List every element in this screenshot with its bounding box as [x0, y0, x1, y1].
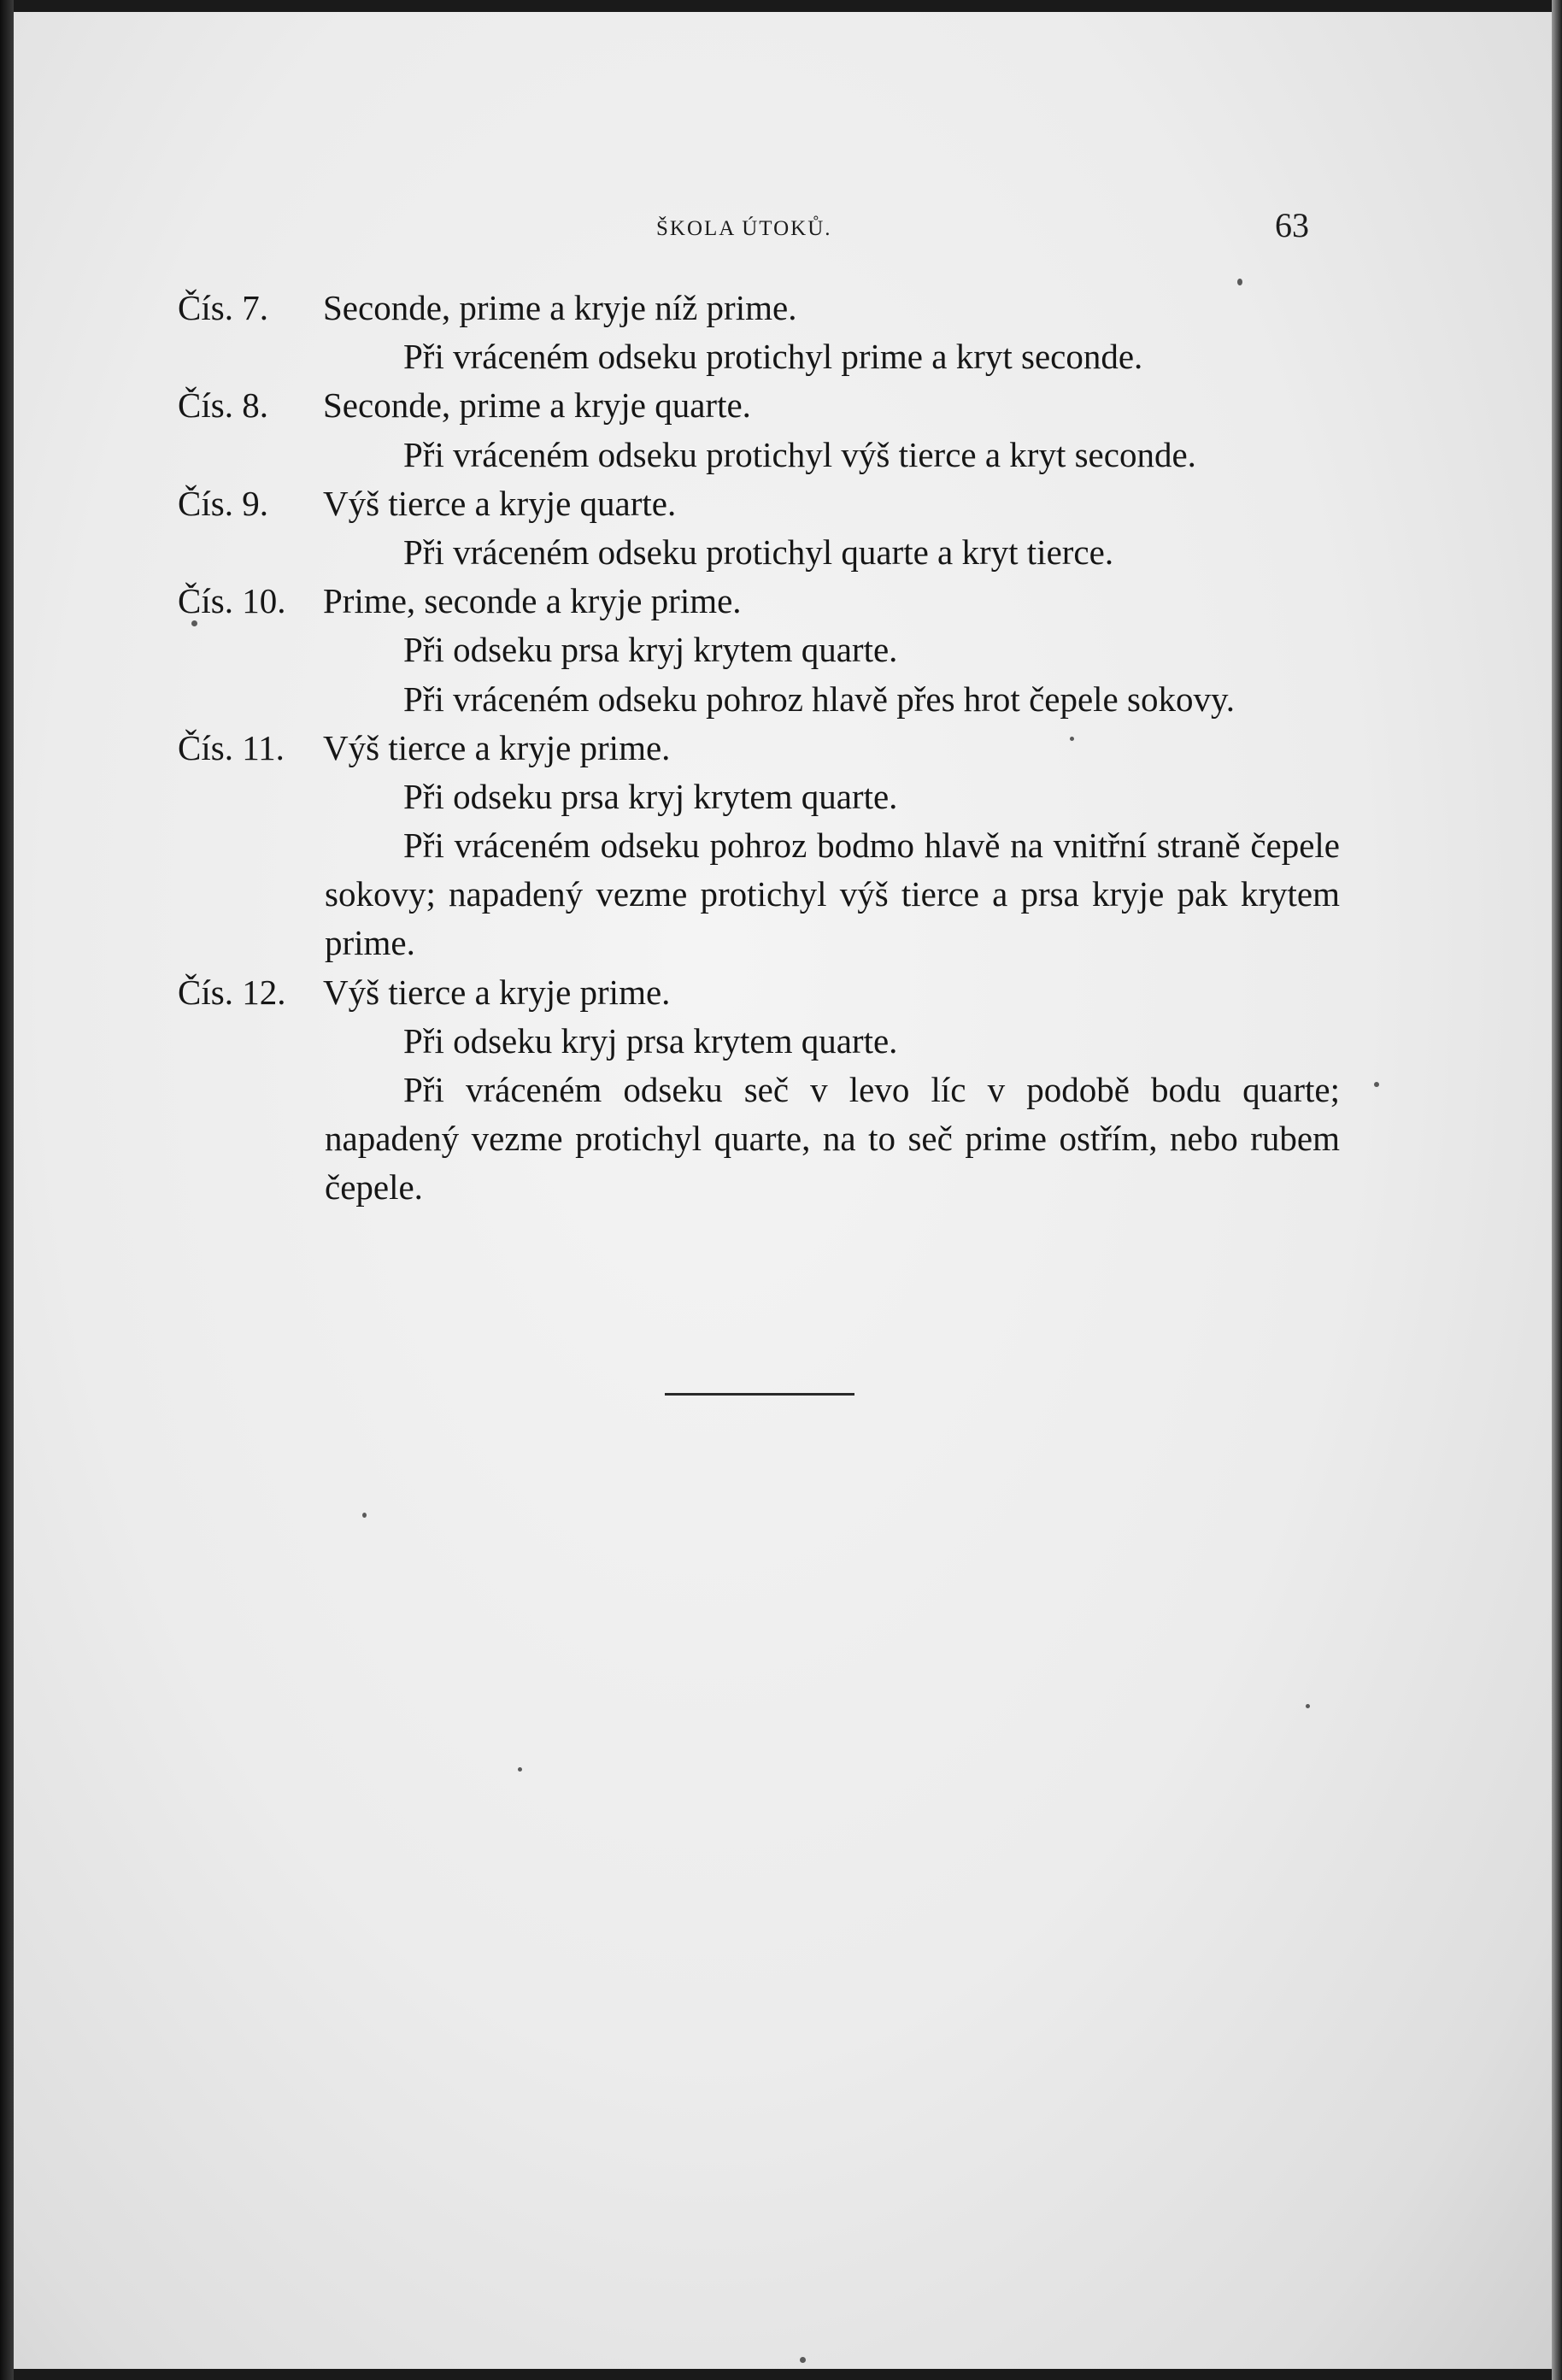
scan-speck — [191, 620, 197, 626]
entry-title: Seconde, prime a kryje quarte. — [323, 385, 751, 426]
entry-10-heading — [178, 577, 1340, 626]
entry-number: Čís. 7. — [178, 288, 268, 327]
entry-9-heading — [178, 479, 1340, 528]
entry-7-heading — [178, 284, 1340, 332]
scan-left-edge — [0, 0, 14, 2380]
entry-number: Čís. 9. — [178, 483, 268, 523]
scan-speck — [362, 1513, 367, 1518]
entry-8-line-1: Při vráceném odseku protichyl výš tierce a kryt seconde. — [403, 434, 1196, 474]
entry-12-heading — [178, 968, 1340, 1017]
entry-12-line-1: Při odseku kryj prsa krytem quarte. — [403, 1020, 898, 1061]
entry-title: Výš tierce a kryje prime. — [323, 972, 671, 1012]
scan-speck — [1374, 1082, 1379, 1087]
entry-number: Čís. 12. — [178, 972, 286, 1012]
entry-title: Výš tierce a kryje prime. — [323, 727, 671, 767]
section-end-rule — [665, 1393, 854, 1396]
entry-7-line-1: Při vráceném odseku protichyl prime a kryt seconde. — [403, 337, 1143, 377]
book-page — [14, 12, 1552, 2369]
entry-9-line-1: Při vráceném odseku protichyl quarte a kryt tierce. — [403, 532, 1114, 572]
entry-number: Čís. 11. — [178, 727, 285, 767]
entry-title: Výš tierce a kryje quarte. — [323, 483, 677, 523]
scan-speck — [1237, 279, 1242, 285]
entry-10-line-1: Při odseku prsa kryj krytem quarte. — [403, 630, 898, 670]
page-number: 63 — [1275, 206, 1309, 244]
entry-11-paragraph: Při vráceném odseku pohroz bodmo hlavě na vnitřní straně čepele sokovy; napadený vezme protichyl výš tierce a prsa kryje pak krytem prime. — [325, 826, 1340, 963]
entry-12-paragraph: Při vráceném odseku seč v levo líc v podobě bodu quarte; napadený vezme protichyl quarte, na to seč prime ostřím, nebo rubem čepele. — [325, 1070, 1340, 1208]
entry-11-line-1: Při odseku prsa kryj krytem quarte. — [403, 776, 898, 816]
entry-8-heading — [178, 381, 1340, 430]
entry-10-line-2: Při vráceném odseku pohroz hlavě přes hrot čepele sokovy. — [403, 679, 1236, 719]
entry-title: Seconde, prime a kryje níž prime. — [323, 288, 797, 327]
scan-speck — [800, 2357, 806, 2363]
scan-speck — [1306, 1704, 1310, 1708]
text-block — [178, 284, 1340, 1213]
entry-number: Čís. 8. — [178, 385, 268, 426]
entry-title: Prime, seconde a kryje prime. — [323, 581, 742, 621]
scan-speck — [1070, 737, 1074, 741]
running-head: ŠKOLA ÚTOKŮ. — [656, 217, 832, 240]
scan-right-edge — [1552, 0, 1562, 2380]
entry-number: Čís. 10. — [178, 581, 286, 621]
entry-11-heading — [178, 724, 1340, 773]
scan-speck — [518, 1767, 522, 1772]
page-header — [14, 205, 1552, 256]
